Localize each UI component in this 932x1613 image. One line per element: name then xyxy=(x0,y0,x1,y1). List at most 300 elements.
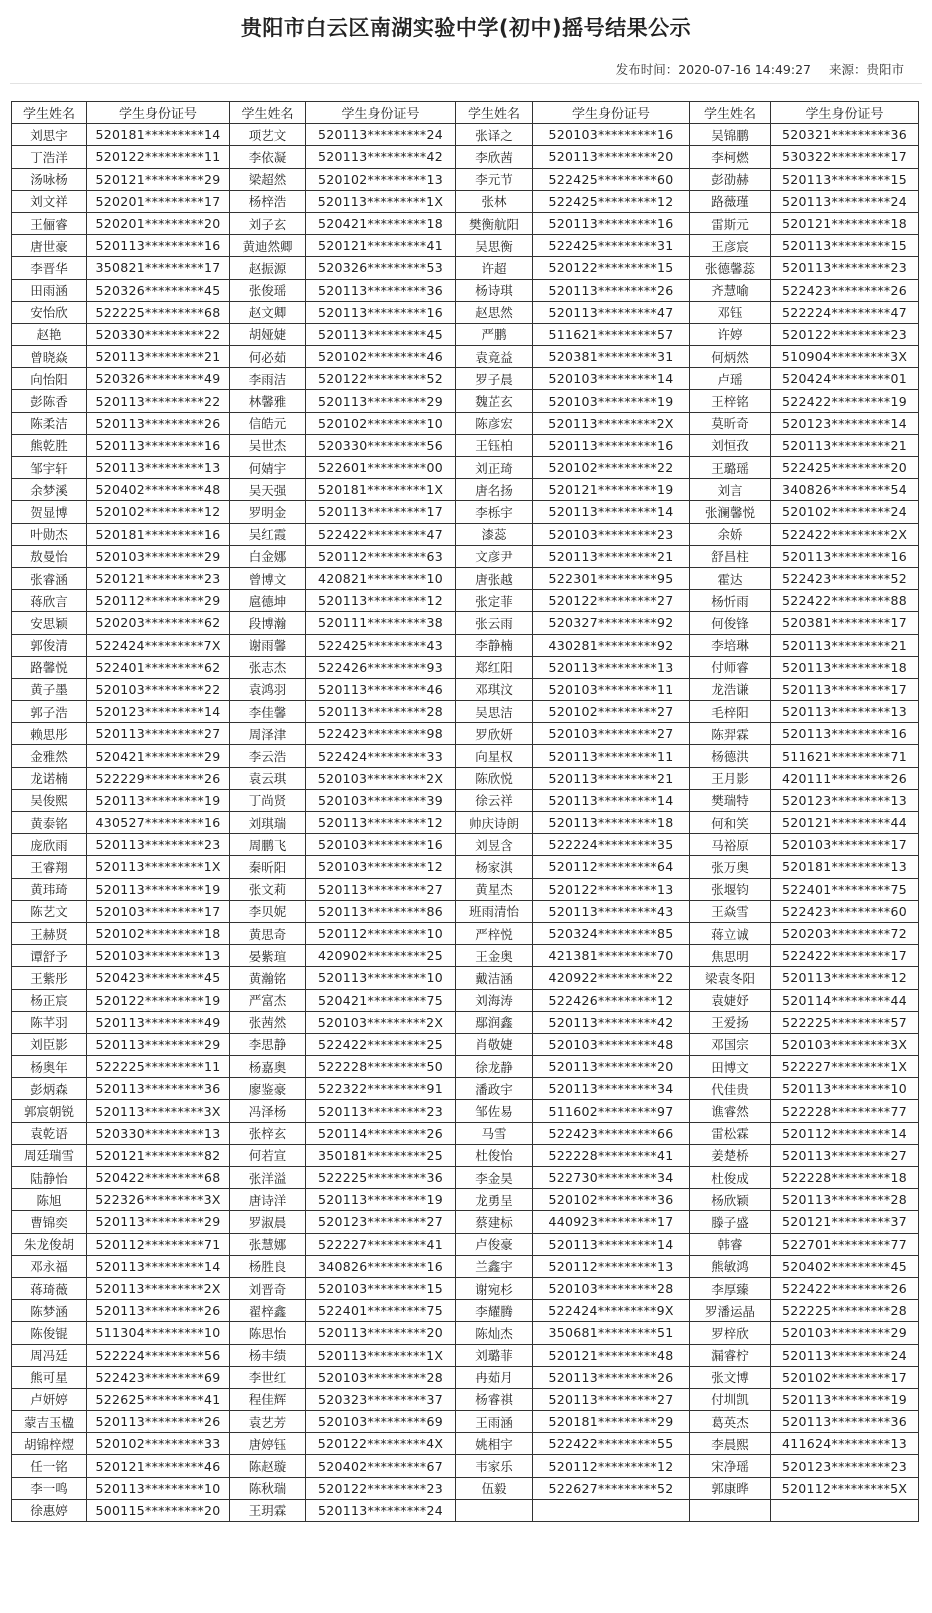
student-name-cell: 罗潘运晶 xyxy=(690,1300,771,1322)
student-id-cell: 520121*********46 xyxy=(87,1455,230,1477)
student-name-cell: 肖敬婕 xyxy=(456,1033,533,1055)
student-id-cell: 520113*********46 xyxy=(306,678,456,700)
student-id-cell: 520113*********19 xyxy=(87,789,230,811)
table-row xyxy=(12,279,919,301)
table-row xyxy=(12,390,919,412)
student-name-cell: 刘璐菲 xyxy=(456,1344,533,1366)
student-name-cell: 郭康晔 xyxy=(690,1477,771,1499)
student-id-cell: 520330*********13 xyxy=(87,1122,230,1144)
student-id-cell: 520103*********39 xyxy=(306,789,456,811)
student-name-cell: 程佳辉 xyxy=(230,1388,306,1410)
student-name-cell: 龙浩谦 xyxy=(690,678,771,700)
student-name-cell: 郑红阳 xyxy=(456,656,533,678)
student-name-cell: 卢瑶 xyxy=(690,368,771,390)
student-name-cell: 黄玮琦 xyxy=(12,878,87,900)
table-row xyxy=(12,656,919,678)
student-id-cell: 520381*********31 xyxy=(533,346,690,368)
student-id-cell: 520113*********1X xyxy=(306,1344,456,1366)
table-row xyxy=(12,457,919,479)
student-name-cell: 杨忻雨 xyxy=(690,590,771,612)
student-id-cell: 520402*********45 xyxy=(771,1255,919,1277)
student-id-cell: 520113*********18 xyxy=(533,812,690,834)
student-name-cell: 樊瑞特 xyxy=(690,789,771,811)
table-row xyxy=(12,190,919,212)
student-id-cell: 520122*********23 xyxy=(306,1477,456,1499)
table-row xyxy=(12,1344,919,1366)
student-name-cell: 廖鉴豪 xyxy=(230,1078,306,1100)
student-name-cell: 黄迪然卿 xyxy=(230,235,306,257)
student-id-cell: 520113*********42 xyxy=(533,1011,690,1033)
student-name-cell: 张文博 xyxy=(690,1366,771,1388)
student-name-cell: 丁浩洋 xyxy=(12,146,87,168)
student-name-cell: 齐慧喻 xyxy=(690,279,771,301)
table-row xyxy=(12,1078,919,1100)
student-id-cell: 522426*********93 xyxy=(306,656,456,678)
student-name-cell: 陈赵璇 xyxy=(230,1455,306,1477)
student-name-cell: 严梓悦 xyxy=(456,922,533,944)
table-row xyxy=(12,146,919,168)
student-name-cell: 舒昌柱 xyxy=(690,545,771,567)
student-id-cell: 520402*********67 xyxy=(306,1455,456,1477)
student-id-cell: 520103*********17 xyxy=(87,900,230,922)
student-name-cell: 莫昕奇 xyxy=(690,412,771,434)
student-id-cell: 522422*********25 xyxy=(306,1033,456,1055)
student-id-cell: 511621*********71 xyxy=(771,745,919,767)
student-name-cell: 陈艺文 xyxy=(12,900,87,922)
student-id-cell: 520402*********48 xyxy=(87,479,230,501)
student-name-cell: 朱龙俊胡 xyxy=(12,1233,87,1255)
student-id-cell: 520422*********68 xyxy=(87,1167,230,1189)
student-name-cell: 李贝妮 xyxy=(230,900,306,922)
student-id-cell: 520122*********19 xyxy=(87,989,230,1011)
table-row xyxy=(12,1233,919,1255)
student-id-cell: 520330*********22 xyxy=(87,323,230,345)
student-id-cell: 520113*********10 xyxy=(306,967,456,989)
student-id-cell: 520113*********26 xyxy=(87,1300,230,1322)
student-id-cell: 522228*********18 xyxy=(771,1167,919,1189)
student-id-cell: 520113*********29 xyxy=(87,1211,230,1233)
student-name-cell: 袁云琪 xyxy=(230,767,306,789)
student-id-cell: 520113*********16 xyxy=(771,545,919,567)
table-row xyxy=(12,1433,919,1455)
student-id-cell: 520113*********21 xyxy=(533,767,690,789)
publish-time: 2020-07-16 14:49:27 xyxy=(678,62,811,77)
student-id-cell: 440923*********17 xyxy=(533,1211,690,1233)
table-row xyxy=(12,1366,919,1388)
student-name-cell: 王金奥 xyxy=(456,945,533,967)
student-name-cell: 赵艳 xyxy=(12,323,87,345)
student-name-cell: 陈思怡 xyxy=(230,1322,306,1344)
student-name-cell: 罗欣妍 xyxy=(456,723,533,745)
student-name-cell: 张堰钧 xyxy=(690,878,771,900)
student-name-cell: 袁婕妤 xyxy=(690,989,771,1011)
student-id-cell: 520113*********1X xyxy=(87,856,230,878)
student-id-cell: 520113*********10 xyxy=(771,1078,919,1100)
student-id-cell: 520321*********36 xyxy=(771,124,919,146)
student-id-cell: 520121*********23 xyxy=(87,567,230,589)
student-name-cell: 彭炳森 xyxy=(12,1078,87,1100)
student-id-cell: 520113*********86 xyxy=(306,900,456,922)
table-row xyxy=(12,1167,919,1189)
student-id-cell: 522326*********3X xyxy=(87,1189,230,1211)
student-name-cell: 杨奥年 xyxy=(12,1056,87,1078)
student-name-cell: 李欣茜 xyxy=(456,146,533,168)
publish-meta xyxy=(610,60,904,78)
student-id-cell: 520112*********5X xyxy=(771,1477,919,1499)
student-id-cell: 511621*********57 xyxy=(533,323,690,345)
student-name-cell: 信皓元 xyxy=(230,412,306,434)
student-id-cell: 520122*********27 xyxy=(533,590,690,612)
student-name-cell: 龙诺楠 xyxy=(12,767,87,789)
student-name-cell: 陈羿霖 xyxy=(690,723,771,745)
student-id-cell: 511304*********10 xyxy=(87,1322,230,1344)
student-name-cell: 杜俊怡 xyxy=(456,1144,533,1166)
student-name-cell: 郭俊清 xyxy=(12,634,87,656)
table-row xyxy=(12,1300,919,1322)
student-id-cell: 520113*********21 xyxy=(771,434,919,456)
table-row xyxy=(12,501,919,523)
student-name-cell: 刘臣影 xyxy=(12,1033,87,1055)
table-row xyxy=(12,678,919,700)
student-id-cell: 520381*********17 xyxy=(771,612,919,634)
student-name-cell: 焦思明 xyxy=(690,945,771,967)
table-row xyxy=(12,789,919,811)
student-id-cell: 520113*********27 xyxy=(533,1388,690,1410)
table-row xyxy=(12,168,919,190)
student-id-cell: 350681*********51 xyxy=(533,1322,690,1344)
student-id-cell: 520113*********16 xyxy=(87,434,230,456)
student-id-cell: 522425*********60 xyxy=(533,168,690,190)
student-name-cell: 李晋华 xyxy=(12,257,87,279)
header-student-id: 学生身份证号 xyxy=(87,102,230,124)
student-id-cell: 520421*********75 xyxy=(306,989,456,1011)
student-id-cell: 520327*********92 xyxy=(533,612,690,634)
student-id-cell: 520113*********12 xyxy=(771,967,919,989)
student-name-cell: 陆静怡 xyxy=(12,1167,87,1189)
student-id-cell: 520103*********16 xyxy=(306,834,456,856)
student-name-cell: 李世红 xyxy=(230,1366,306,1388)
student-name-cell: 邓琪汶 xyxy=(456,678,533,700)
student-name-cell: 唐名扬 xyxy=(456,479,533,501)
student-name-cell: 王玥霖 xyxy=(230,1499,306,1521)
student-name-cell: 何若宣 xyxy=(230,1144,306,1166)
student-name-cell: 李晨熙 xyxy=(690,1433,771,1455)
student-name-cell: 熊乾胜 xyxy=(12,434,87,456)
student-name-cell: 郭宸朝锐 xyxy=(12,1100,87,1122)
student-id-cell: 522225*********57 xyxy=(771,1011,919,1033)
table-row xyxy=(12,346,919,368)
student-name-cell: 田雨涵 xyxy=(12,279,87,301)
student-id-cell: 520103*********14 xyxy=(533,368,690,390)
student-name-cell: 何必茹 xyxy=(230,346,306,368)
student-name-cell: 李佳馨 xyxy=(230,701,306,723)
student-id-cell: 520113*********19 xyxy=(771,1388,919,1410)
student-id-cell: 520113*********11 xyxy=(533,745,690,767)
table-row xyxy=(12,612,919,634)
student-id-cell: 522423*********98 xyxy=(306,723,456,745)
table-row xyxy=(12,1255,919,1277)
student-id-cell: 520324*********85 xyxy=(533,922,690,944)
student-name-cell: 张睿涵 xyxy=(12,567,87,589)
table-row xyxy=(12,1477,919,1499)
student-name-cell: 滕子盛 xyxy=(690,1211,771,1233)
student-id-cell: 520102*********17 xyxy=(771,1366,919,1388)
student-name-cell: 龙勇呈 xyxy=(456,1189,533,1211)
student-name-cell: 周鹏飞 xyxy=(230,834,306,856)
student-id-cell: 520121*********37 xyxy=(771,1211,919,1233)
student-name-cell: 何俊锋 xyxy=(690,612,771,634)
student-id-cell: 520123*********13 xyxy=(771,789,919,811)
student-name-cell: 吴思洁 xyxy=(456,701,533,723)
student-id-cell: 520113*********27 xyxy=(306,878,456,900)
student-name-cell: 张译之 xyxy=(456,124,533,146)
student-name-cell: 付师睿 xyxy=(690,656,771,678)
student-id-cell: 421381*********70 xyxy=(533,945,690,967)
student-name-cell: 扈德坤 xyxy=(230,590,306,612)
student-name-cell: 陈俊锟 xyxy=(12,1322,87,1344)
table-row xyxy=(12,945,919,967)
student-id-cell: 522701*********77 xyxy=(771,1233,919,1255)
student-id-cell: 520123*********23 xyxy=(771,1455,919,1477)
student-id-cell: 520102*********18 xyxy=(87,922,230,944)
student-name-cell: 毛梓阳 xyxy=(690,701,771,723)
student-id-cell: 522425*********12 xyxy=(533,190,690,212)
student-name-cell: 张林 xyxy=(456,190,533,212)
student-name-cell: 严富杰 xyxy=(230,989,306,1011)
student-name-cell: 谯睿然 xyxy=(690,1100,771,1122)
student-name-cell: 罗淑晨 xyxy=(230,1211,306,1233)
student-name-cell: 王俪睿 xyxy=(12,212,87,234)
student-name-cell: 樊衡航阳 xyxy=(456,212,533,234)
student-name-cell: 段博瀚 xyxy=(230,612,306,634)
student-id-cell: 520113*********22 xyxy=(87,390,230,412)
header-student-id: 学生身份证号 xyxy=(533,102,690,124)
student-name-cell: 潘政宇 xyxy=(456,1078,533,1100)
student-id-cell: 520113*********21 xyxy=(771,634,919,656)
student-id-cell: 420922*********22 xyxy=(533,967,690,989)
student-id-cell: 520103*********29 xyxy=(771,1322,919,1344)
student-name-cell: 任一铭 xyxy=(12,1455,87,1477)
student-id-cell: 520103*********2X xyxy=(306,767,456,789)
student-id-cell: 522228*********50 xyxy=(306,1056,456,1078)
student-id-cell: 522227*********41 xyxy=(306,1233,456,1255)
student-name-cell: 赵文卿 xyxy=(230,301,306,323)
student-name-cell: 张万奥 xyxy=(690,856,771,878)
student-id-cell: 520330*********56 xyxy=(306,434,456,456)
student-id-cell: 522627*********52 xyxy=(533,1477,690,1499)
student-name-cell: 代佳贵 xyxy=(690,1078,771,1100)
student-id-cell: 520113*********13 xyxy=(87,457,230,479)
table-row xyxy=(12,1211,919,1233)
table-row xyxy=(12,323,919,345)
student-id-cell: 520113*********19 xyxy=(87,878,230,900)
student-id-cell: 520112*********64 xyxy=(533,856,690,878)
table-row xyxy=(12,1033,919,1055)
student-name-cell: 李一鸣 xyxy=(12,1477,87,1499)
student-name-cell: 姜楚桥 xyxy=(690,1144,771,1166)
student-name-cell: 张澜馨悦 xyxy=(690,501,771,523)
student-name-cell: 马裕原 xyxy=(690,834,771,856)
student-name-cell: 杨嘉奥 xyxy=(230,1056,306,1078)
student-name-cell: 邓国宗 xyxy=(690,1033,771,1055)
student-id-cell: 522401*********75 xyxy=(771,878,919,900)
student-name-cell: 张茜然 xyxy=(230,1011,306,1033)
student-id-cell: 520102*********22 xyxy=(533,457,690,479)
student-name-cell: 吴俊熙 xyxy=(12,789,87,811)
student-id-cell: 522224*********47 xyxy=(771,301,919,323)
student-name-cell: 罗梓欣 xyxy=(690,1322,771,1344)
table-row xyxy=(12,1122,919,1144)
student-id-cell: 520112*********14 xyxy=(771,1122,919,1144)
student-name-cell: 胡娅婕 xyxy=(230,323,306,345)
student-name-cell: 罗子晨 xyxy=(456,368,533,390)
student-id-cell: 350821*********17 xyxy=(87,257,230,279)
student-id-cell: 522730*********34 xyxy=(533,1167,690,1189)
student-id-cell: 520103*********23 xyxy=(533,523,690,545)
student-name-cell: 叶勋杰 xyxy=(12,523,87,545)
student-name-cell: 张洋溢 xyxy=(230,1167,306,1189)
student-id-cell: 520113*********13 xyxy=(533,656,690,678)
student-id-cell: 520181*********14 xyxy=(87,124,230,146)
student-id-cell: 522625*********41 xyxy=(87,1388,230,1410)
student-id-cell: 520113*********10 xyxy=(87,1477,230,1499)
student-name-cell: 蒋欣言 xyxy=(12,590,87,612)
student-name-cell: 余娇 xyxy=(690,523,771,545)
student-name-cell: 唐婷钰 xyxy=(230,1433,306,1455)
student-id-cell: 520326*********45 xyxy=(87,279,230,301)
student-id-cell: 520421*********18 xyxy=(306,212,456,234)
student-id-cell: 520113*********12 xyxy=(306,812,456,834)
table-row xyxy=(12,1056,919,1078)
student-name-cell: 雷斯元 xyxy=(690,212,771,234)
student-id-cell: 520113*********2X xyxy=(87,1277,230,1299)
student-id-cell: 520201*********20 xyxy=(87,212,230,234)
student-name-cell: 李依凝 xyxy=(230,146,306,168)
student-id-cell: 520103*********29 xyxy=(87,545,230,567)
student-name-cell: 张文莉 xyxy=(230,878,306,900)
student-id-cell: 522423*********66 xyxy=(533,1122,690,1144)
student-id-cell: 522225*********36 xyxy=(306,1167,456,1189)
student-name-cell: 赖思彤 xyxy=(12,723,87,745)
student-name-cell: 徐龙静 xyxy=(456,1056,533,1078)
table-row xyxy=(12,900,919,922)
student-name-cell xyxy=(456,1499,533,1521)
publish-time-label: 发布时间： xyxy=(615,62,679,77)
header-student-id: 学生身份证号 xyxy=(771,102,919,124)
student-id-cell: 520113*********14 xyxy=(533,1233,690,1255)
student-name-cell: 刘琪瑞 xyxy=(230,812,306,834)
student-id-cell: 520113*********14 xyxy=(87,1255,230,1277)
student-name-cell: 路馨悦 xyxy=(12,656,87,678)
student-name-cell: 漆蕊 xyxy=(456,523,533,545)
student-id-cell: 522425*********43 xyxy=(306,634,456,656)
student-id-cell: 520181*********13 xyxy=(771,856,919,878)
student-id-cell: 522301*********95 xyxy=(533,567,690,589)
student-name-cell: 李思静 xyxy=(230,1033,306,1055)
student-name-cell: 杨丰绩 xyxy=(230,1344,306,1366)
student-name-cell: 路薇瑾 xyxy=(690,190,771,212)
student-name-cell: 杜俊成 xyxy=(690,1167,771,1189)
student-id-cell: 520113*********2X xyxy=(533,412,690,434)
student-id-cell: 520113*********12 xyxy=(306,590,456,612)
header-divider xyxy=(10,83,922,84)
student-name-cell: 曾博文 xyxy=(230,567,306,589)
student-name-cell: 林馨雅 xyxy=(230,390,306,412)
student-id-cell: 520121*********48 xyxy=(533,1344,690,1366)
student-id-cell: 511602*********97 xyxy=(533,1100,690,1122)
student-name-cell: 邓永福 xyxy=(12,1255,87,1277)
student-name-cell: 陈秋瑞 xyxy=(230,1477,306,1499)
student-name-cell: 杨梓浩 xyxy=(230,190,306,212)
student-name-cell: 周廷瑞雪 xyxy=(12,1144,87,1166)
student-name-cell: 邓钰 xyxy=(690,301,771,323)
student-id-cell: 520113*********14 xyxy=(533,501,690,523)
table-row xyxy=(12,1499,919,1521)
student-name-cell: 李静楠 xyxy=(456,634,533,656)
student-id-cell: 520323*********37 xyxy=(306,1388,456,1410)
student-name-cell: 许婷 xyxy=(690,323,771,345)
student-id-cell: 520113*********16 xyxy=(533,434,690,456)
student-id-cell: 520326*********49 xyxy=(87,368,230,390)
student-id-cell: 520103*********16 xyxy=(533,124,690,146)
student-name-cell: 王梓铭 xyxy=(690,390,771,412)
student-name-cell: 袁鸿羽 xyxy=(230,678,306,700)
student-id-cell: 520103*********11 xyxy=(533,678,690,700)
student-id-cell: 520103*********3X xyxy=(771,1033,919,1055)
student-id-cell: 522424*********7X xyxy=(87,634,230,656)
student-id-cell: 520123*********14 xyxy=(87,701,230,723)
student-id-cell: 520113*********27 xyxy=(87,723,230,745)
student-name-cell: 邹宇轩 xyxy=(12,457,87,479)
student-id-cell: 520113*********21 xyxy=(533,545,690,567)
student-id-cell: 520113*********43 xyxy=(533,900,690,922)
student-id-cell: 520113*********24 xyxy=(771,1344,919,1366)
student-name-cell: 汤咏杨 xyxy=(12,168,87,190)
student-id-cell: 520121*********18 xyxy=(771,212,919,234)
student-id-cell: 520113*********45 xyxy=(306,323,456,345)
student-name-cell: 郭子浩 xyxy=(12,701,87,723)
student-id-cell: 520122*********4X xyxy=(306,1433,456,1455)
student-id-cell: 520113*********34 xyxy=(533,1078,690,1100)
student-name-cell: 黄思奇 xyxy=(230,922,306,944)
student-id-cell: 520113*********23 xyxy=(87,834,230,856)
lottery-result-table xyxy=(11,101,919,1522)
student-id-cell: 522422*********55 xyxy=(533,1433,690,1455)
table-row xyxy=(12,1277,919,1299)
student-id-cell: 522225*********28 xyxy=(771,1300,919,1322)
student-id-cell: 520113*********29 xyxy=(87,1033,230,1055)
table-row xyxy=(12,212,919,234)
student-id-cell: 520113*********36 xyxy=(306,279,456,301)
student-name-cell: 文彦尹 xyxy=(456,545,533,567)
student-id-cell: 520113*********15 xyxy=(771,235,919,257)
student-id-cell: 520102*********12 xyxy=(87,501,230,523)
student-id-cell: 520181*********29 xyxy=(533,1411,690,1433)
student-name-cell: 韦家乐 xyxy=(456,1455,533,1477)
table-row xyxy=(12,1388,919,1410)
table-row xyxy=(12,745,919,767)
student-name-cell: 梁袁冬阳 xyxy=(690,967,771,989)
student-name-cell: 杨睿祺 xyxy=(456,1388,533,1410)
student-id-cell: 420902*********25 xyxy=(306,945,456,967)
student-id-cell: 520103*********27 xyxy=(533,723,690,745)
student-id-cell: 520102*********10 xyxy=(306,412,456,434)
student-id-cell: 520113*********26 xyxy=(87,1411,230,1433)
source-value: 贵阳市 xyxy=(866,62,904,77)
student-name-cell: 邹佐易 xyxy=(456,1100,533,1122)
student-name-cell: 戴洁涵 xyxy=(456,967,533,989)
student-name-cell: 陈彦宏 xyxy=(456,412,533,434)
